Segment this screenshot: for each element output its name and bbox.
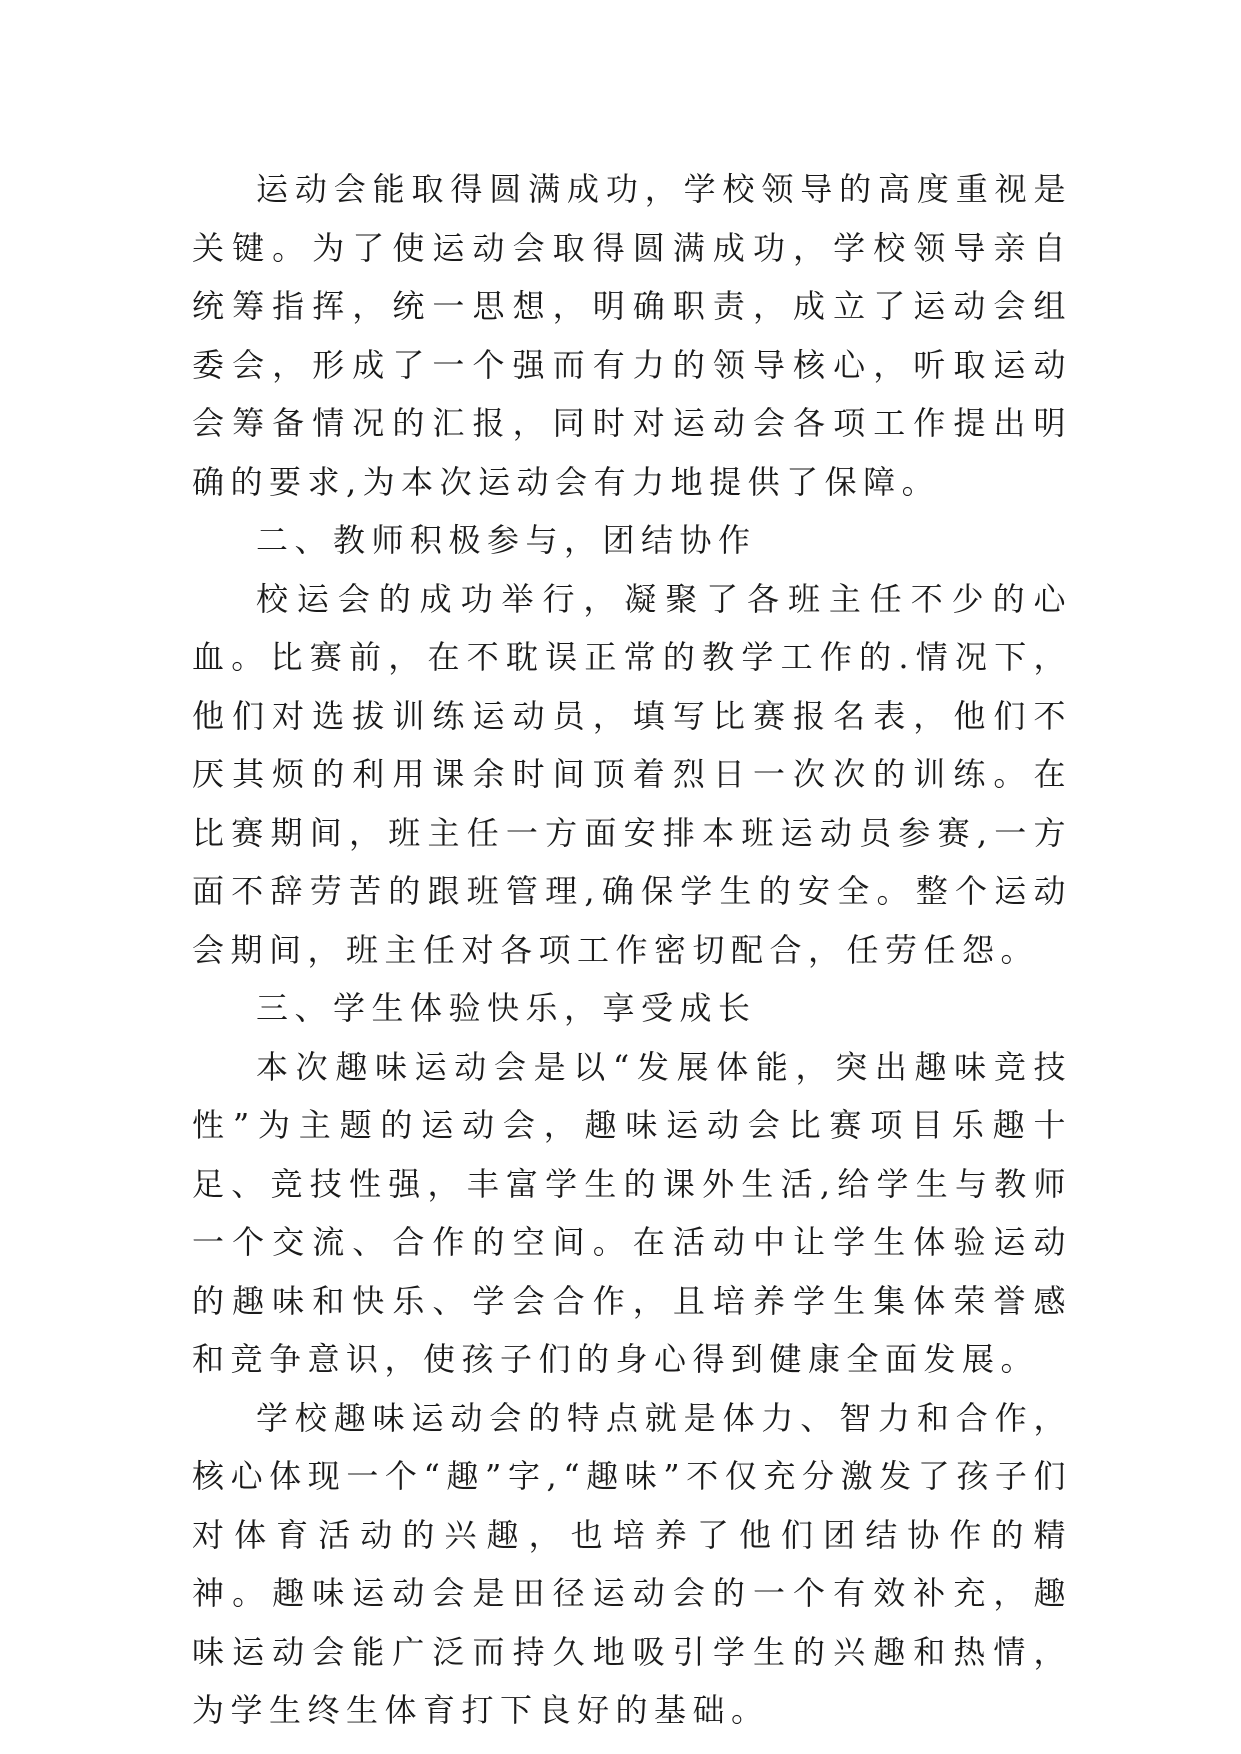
paragraph-leadership: 运动会能取得圆满成功，学校领导的高度重视是关键。为了使运动会取得圆满成功，学校领导亲自统筹指挥，统一思想，明确职责，成立了运动会组委会，形成了一个强而有力的领导核心，听取运动会筹备情况的汇报，同时对运动会各项工作提出明确的要求,为本次运动会有力地提供了保障。 bbox=[192, 170, 1072, 501]
paragraph-fun-games: 本次趣味运动会是以“发展体能，突出趣味竞技性”为主题的运动会，趣味运动会比赛项目乐趣十足、竞技性强，丰富学生的课外生活,给学生与教师一个交流、合作的空间。在活动中让学生体验运动的趣味和快乐、学会合作，且培养学生集体荣誉感和竞争意识，使孩子们的身心得到健康全面发展。 bbox=[192, 1047, 1072, 1378]
section-heading-students: 三、学生体验快乐，享受成长 bbox=[256, 989, 757, 1027]
section-heading-teachers: 二、教师积极参与，团结协作 bbox=[256, 521, 757, 559]
paragraph-teachers: 校运会的成功举行，凝聚了各班主任不少的心血。比赛前，在不耽误正常的教学工作的.情况下，他们对选拔训练运动员，填写比赛报名表，他们不厌其烦的利用课余时间顶着烈日一次次的训练。在比赛期间，班主任一方面安排本班运动员参赛,一方面不辞劳苦的跟班管理,确保学生的安全。整个运动会期间，班主任对各项工作密切配合，任劳任怨。 bbox=[192, 579, 1072, 969]
paragraph-conclusion: 学校趣味运动会的特点就是体力、智力和合作，核心体现一个“趣”字,“趣味”不仅充分激发了孩子们对体育活动的兴趣，也培养了他们团结协作的精神。趣味运动会是田径运动会的一个有效补充，趣味运动会能广泛而持久地吸引学生的兴趣和热情，为学生终生体育打下良好的基础。 bbox=[192, 1398, 1072, 1729]
document-body bbox=[192, 160, 1072, 1740]
